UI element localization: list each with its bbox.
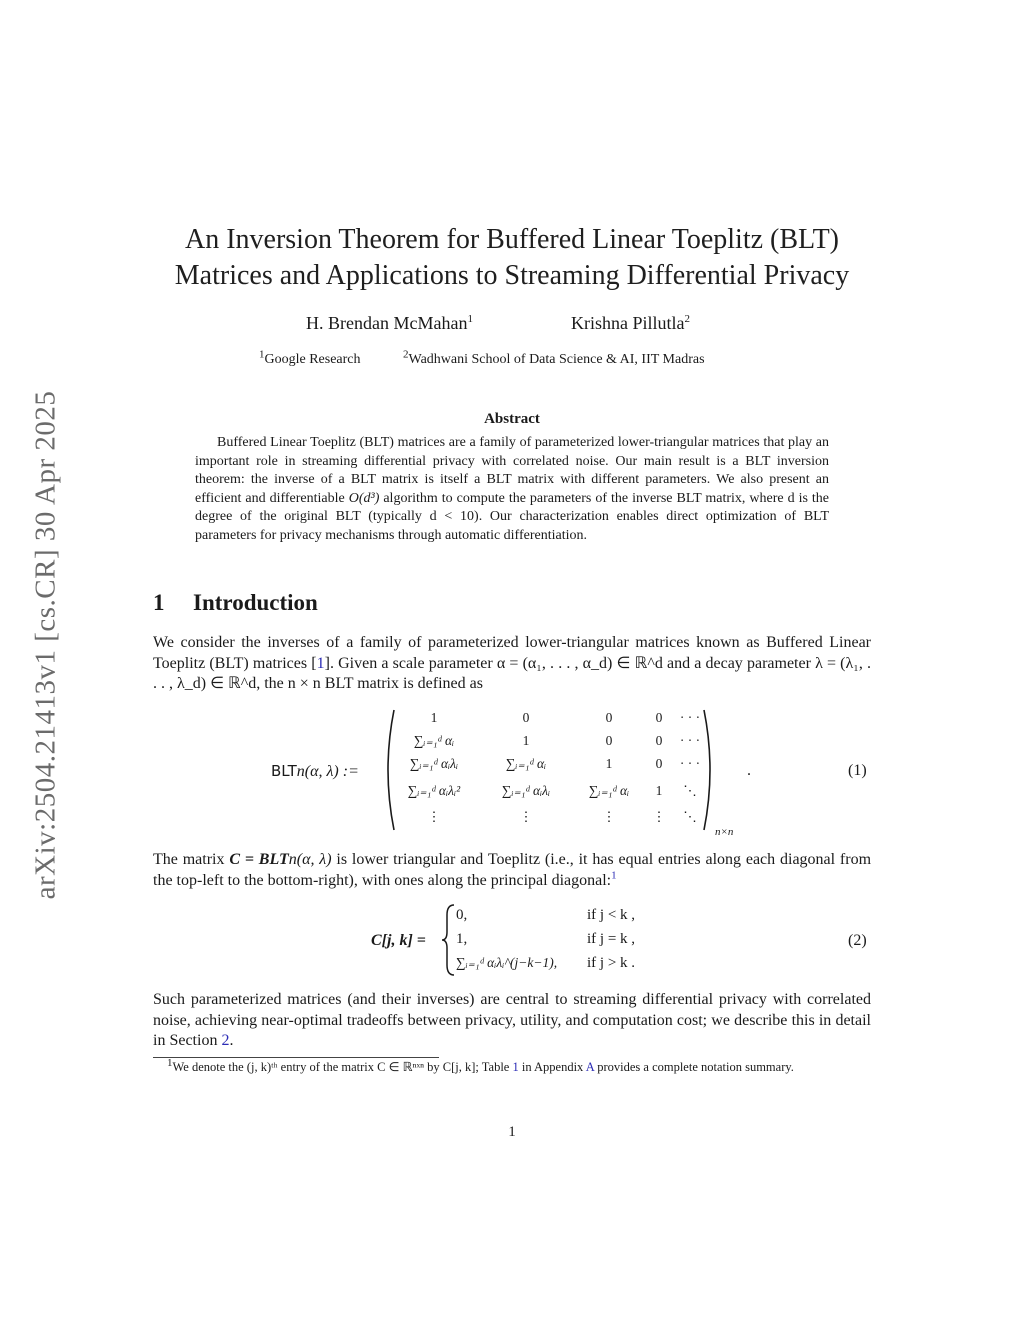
section-heading bbox=[153, 590, 318, 616]
matrix-cell: ⋮ bbox=[652, 809, 666, 824]
matrix-cell: · · · bbox=[679, 756, 701, 771]
section-number: 1 bbox=[153, 590, 165, 615]
citation-link[interactable]: 1 bbox=[316, 654, 325, 672]
equation-2-label: (2) bbox=[848, 932, 867, 949]
matrix-cell: ∑ᵢ₌₁ᵈ αᵢ bbox=[588, 783, 630, 798]
intro-paragraph: We consider the inverses of a family of parameterized lower-triangular matrices known as Buffered Linear Toeplitz (BLT) matrices [1]. Given a scale parameter α = (α₁, . . . , α_d) ∈ ℝ^d and a decay parameter λ = (λ₁, . . . , λ_d) ∈ ℝ^d, the n × n BLT matrix is defined as bbox=[153, 634, 872, 692]
matrix-cell: 1 bbox=[522, 733, 530, 748]
matrix-cell: 0 bbox=[605, 710, 613, 725]
cases-brace bbox=[440, 903, 456, 977]
author-2: Krishna Pillutla$^2$ bbox=[571, 313, 690, 333]
case-value: 0, bbox=[456, 907, 468, 923]
affiliation-2: $^2$Wadhwani School of Data Science & AI, IIT Madras bbox=[403, 348, 705, 367]
affiliation-1: $^1$Google Research bbox=[259, 348, 361, 367]
matrix-cell: 1 bbox=[430, 710, 438, 725]
matrix-cell: 0 bbox=[522, 710, 530, 725]
paper-title bbox=[130, 222, 894, 294]
matrix-cell: ⋮ bbox=[427, 809, 441, 824]
matrix-cell: ⋮ bbox=[519, 809, 533, 824]
title-line-2: Matrices and Applications to Streaming Differential Privacy bbox=[174, 260, 850, 291]
page-number: 1 bbox=[508, 1124, 516, 1140]
title-line-1: An Inversion Theorem for Buffered Linear Toeplitz (BLT) bbox=[184, 224, 840, 255]
footnote-rule bbox=[153, 1057, 439, 1058]
matrix-cell: 0 bbox=[605, 733, 613, 748]
matrix-cell: 0 bbox=[655, 710, 663, 725]
equation-1-label: (1) bbox=[848, 762, 867, 779]
matrix-cell: 1 bbox=[655, 783, 663, 798]
case-condition: if j > k . bbox=[587, 955, 636, 971]
matrix-cell: ∑ᵢ₌₁ᵈ αᵢλᵢ² bbox=[407, 783, 461, 798]
matrix-cell: ⋮ bbox=[602, 809, 616, 824]
matrix-cell: ⋱ bbox=[683, 809, 697, 824]
matrix-cell: ∑ᵢ₌₁ᵈ αᵢ bbox=[505, 756, 547, 771]
motivation-paragraph: Such parameterized matrices (and their inverses) are central to streaming differential privacy with correlated noise, achieving near-optimal tradeoffs between privacy, utility, and computation cost; we describe this in detail in Section 2. bbox=[153, 991, 871, 1049]
matrix-cell: · · · bbox=[679, 710, 701, 725]
section-title: Introduction bbox=[193, 590, 318, 615]
matrix-cell: 0 bbox=[655, 756, 663, 771]
equation-2-cases bbox=[456, 903, 756, 977]
matrix-size-subscript: n×n bbox=[715, 826, 734, 838]
appendix-link[interactable]: A bbox=[585, 1060, 595, 1074]
table-link[interactable]: 1 bbox=[512, 1060, 519, 1074]
matrix-cell: ∑ᵢ₌₁ᵈ αᵢ bbox=[413, 733, 455, 748]
abstract-body: Buffered Linear Toeplitz (BLT) matrices are a family of parameterized lower-triangular matrices that play an important role in streaming differential privacy with correlated noise. Our main result is a BLT inversion theorem: the inverse of a BLT matrix is itself a BLT matrix with different parameters. We also present an efficient and differentiable O(d³) algorithm to compute the parameters of the inverse BLT matrix, where d is the degree of the original BLT (typically d < 10). Our characterization enables direct optimization of BLT parameters for privacy mechanisms through automatic differentiation. bbox=[195, 435, 830, 543]
matrix-cell: ∑ᵢ₌₁ᵈ αᵢλᵢ bbox=[501, 783, 551, 798]
matrix-cell: 1 bbox=[605, 756, 613, 771]
footnote: $^1$We denote the (j, k)ᵗʰ entry of the matrix C ∈ ℝⁿˣⁿ by C[j, k]; Table 1 in Appendix A provides a complete notation summary. bbox=[167, 1056, 794, 1074]
matrix-cell: ∑ᵢ₌₁ᵈ αᵢλᵢ bbox=[409, 756, 459, 771]
author-1: H. Brendan McMahan$^1$ bbox=[306, 313, 473, 333]
case-value: ∑ᵢ₌₁ᵈ αᵢλᵢ^(j−k−1), bbox=[456, 955, 558, 970]
equation-1-period: . bbox=[747, 762, 751, 779]
arxiv-id: arXiv:2504.21413v1 [cs.CR] 30 Apr 2025 bbox=[29, 390, 62, 900]
case-condition: if j < k , bbox=[587, 907, 636, 923]
case-condition: if j = k , bbox=[587, 931, 636, 947]
matrix-body bbox=[380, 706, 720, 834]
case-value: 1, bbox=[456, 931, 468, 947]
equation-1-lhs: BLTn(α, λ) := bbox=[271, 762, 359, 780]
matrix-cell: ⋱ bbox=[683, 783, 697, 798]
matrix-paragraph: The matrix C = BLTn(α, λ) is lower triangular and Toeplitz (i.e., it has equal entries along each diagonal from the top-left to the bottom-right), with ones along the principal diagonal:$^1$ bbox=[153, 851, 872, 889]
equation-2-lhs: C[j, k] = bbox=[371, 932, 426, 949]
footnote-link[interactable]: 1 bbox=[611, 869, 617, 882]
section-link[interactable]: 2 bbox=[221, 1032, 230, 1049]
matrix-cell: · · · bbox=[679, 733, 701, 748]
abstract-heading: Abstract bbox=[484, 411, 540, 427]
matrix-cell: 0 bbox=[655, 733, 663, 748]
